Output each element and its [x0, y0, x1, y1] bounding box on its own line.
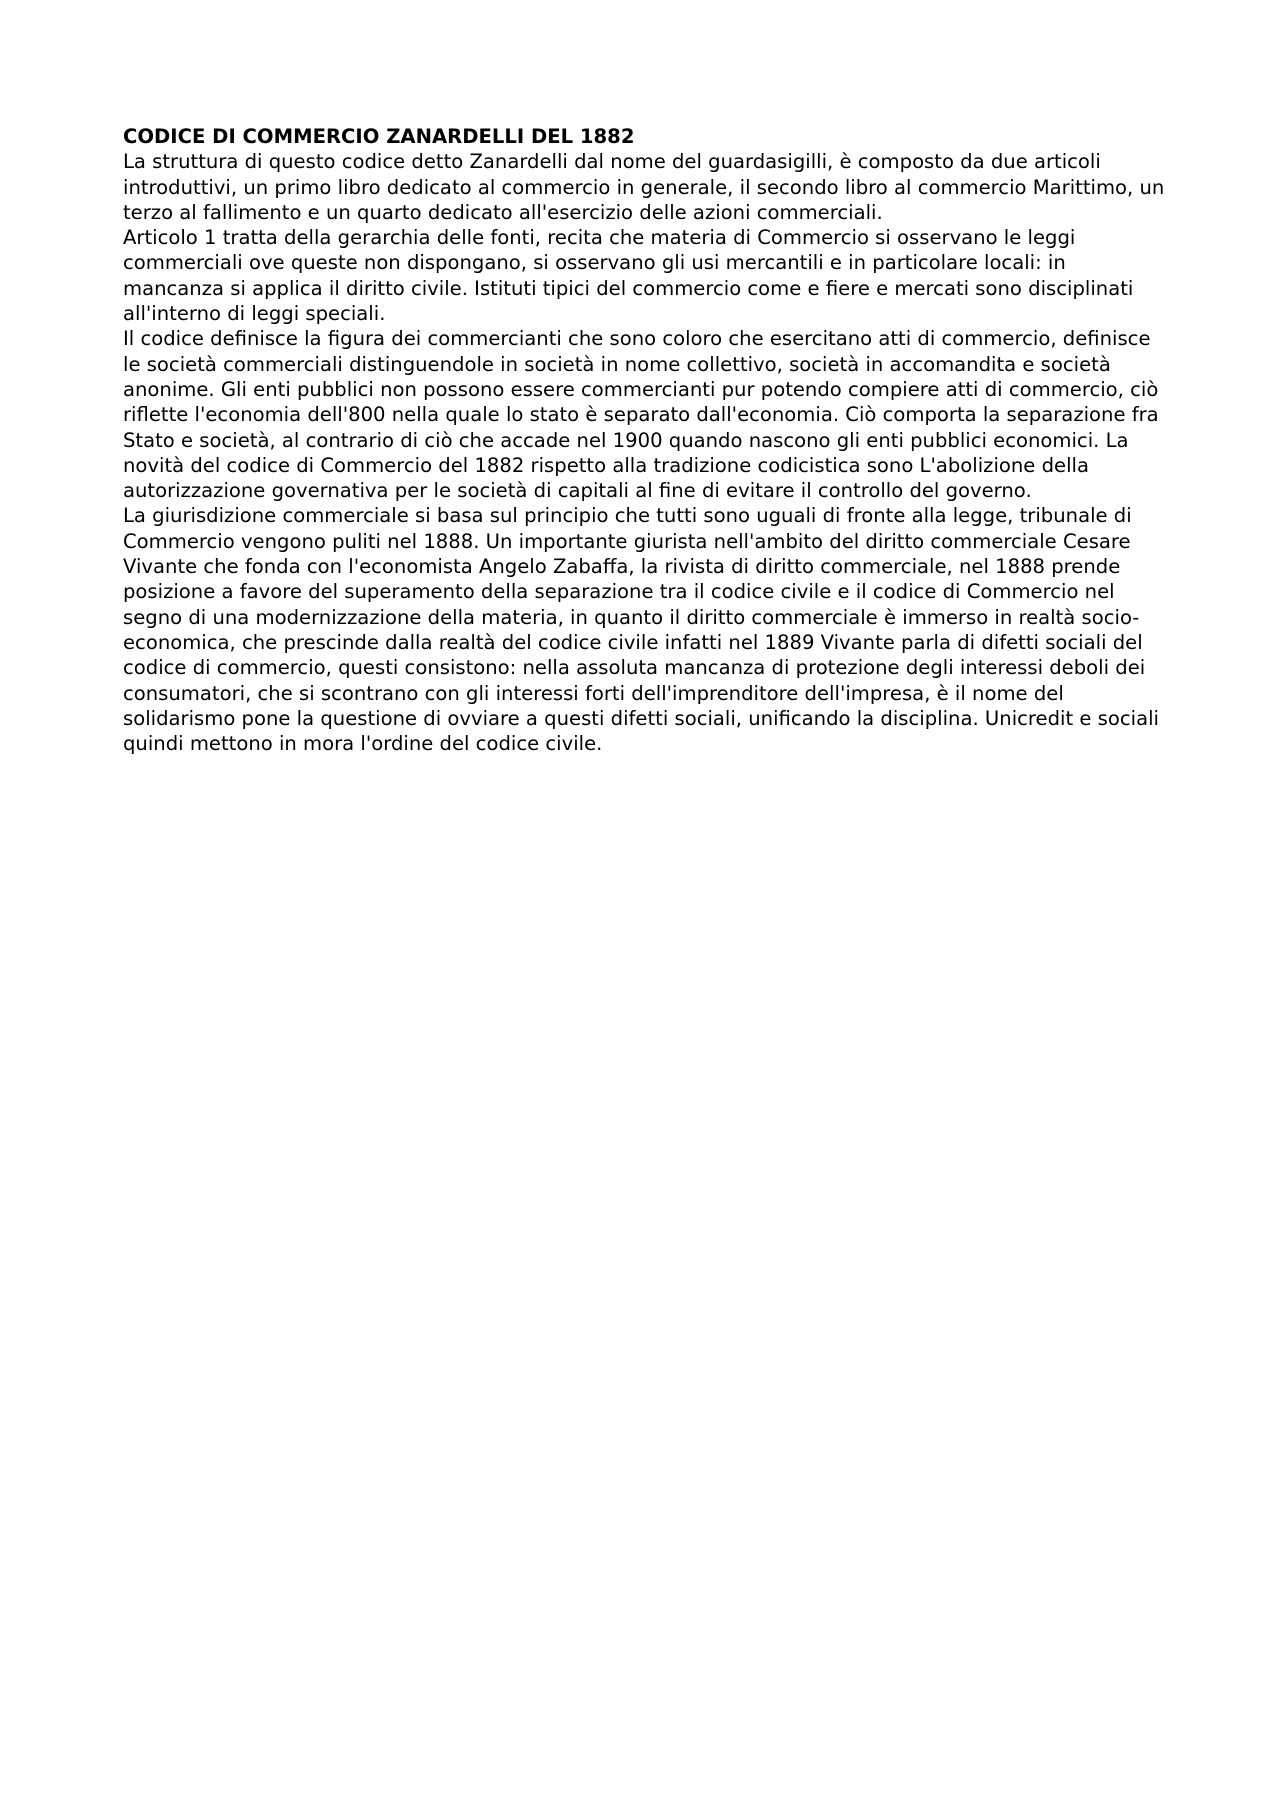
- paragraph-structure: La struttura di questo codice detto Zanardelli dal nome del guardasigilli, è composto da due articoli introduttivi, un primo libro dedicato al commercio in generale, il secondo libro al commercio Marittimo, un terzo al fallimento e un quarto dedicato all'esercizio delle azioni commerciali.: [123, 150, 1165, 224]
- document-body: [123, 124, 1173, 756]
- document-title: CODICE DI COMMERCIO ZANARDELLI DEL 1882: [123, 125, 635, 148]
- paragraph-merchants: Il codice definisce la figura dei commercianti che sono coloro che esercitano atti di commercio, definisce le società commerciali distinguendole in società in nome collettivo, società in accomandita e società anonime. Gli enti pubblici non possono essere commercianti pur potendo compiere atti di commercio, ciò riflette l'economia dell'800 nella quale lo stato è separato dall'economia. Ciò comporta la separazione fra Stato e società, al contrario di ciò che accade nel 1900 quando nascono gli enti pubblici economici. La novità del codice di Commercio del 1882 rispetto alla tradizione codicistica sono L'abolizione della autorizzazione governativa per le società di capitali al fine di evitare il controllo del governo.: [123, 327, 1159, 503]
- paragraph-article-one: Articolo 1 tratta della gerarchia delle fonti, recita che materia di Commercio si osservano le leggi commerciali ove queste non dispongano, si osservano gli usi mercantili e in particolare locali: in mancanza si applica il diritto civile. Istituti tipici del commercio come e fiere e mercati sono disciplinati all'interno di leggi speciali.: [123, 226, 1134, 326]
- paragraph-jurisdiction: La giurisdizione commerciale si basa sul principio che tutti sono uguali di fronte alla legge, tribunale di Commercio vengono puliti nel 1888. Un importante giurista nell'ambito del diritto commerciale Cesare Vivante che fonda con l'economista Angelo Zabaffa, la rivista di diritto commerciale, nel 1888 prende posizione a favore del superamento della separazione tra il codice civile e il codice di Commercio nel segno di una modernizzazione della materia, in quanto il diritto commerciale è immerso in realtà socio-economica, che prescinde dalla realtà del codice civile infatti nel 1889 Vivante parla di difetti sociali del codice di commercio, questi consistono: nella assoluta mancanza di protezione degli interessi deboli dei consumatori, che si scontrano con gli interessi forti dell'imprenditore dell'impresa, è il nome del solidarismo pone la questione di ovviare a questi difetti sociali, unificando la disciplina. Unicredit e sociali quindi mettono in mora l'ordine del codice civile.: [123, 504, 1159, 756]
